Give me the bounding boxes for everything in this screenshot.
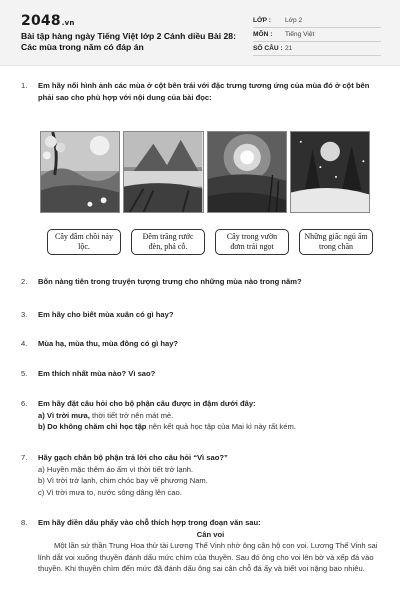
sub-item-a: a) Huyền mặc thêm áo ấm vì thời tiết trở lạnh. — [38, 464, 194, 474]
meta-value: Tiếng Việt — [285, 31, 315, 38]
question-text: Hãy gạch chân bộ phận trả lời cho câu hỏi “Vì sao?” — [38, 453, 228, 462]
autumn-image[interactable] — [207, 131, 287, 213]
question-number: 7. — [21, 453, 28, 462]
question-number: 6. — [21, 399, 28, 408]
question-number: 5. — [21, 369, 28, 378]
meta-row-class — [253, 14, 381, 28]
question-text: Mùa hạ, mùa thu, mùa đông có gì hay? — [38, 339, 179, 348]
meta-value: 21 — [285, 45, 293, 52]
answer-box-3[interactable]: Cây trong vườn đơm trái ngọt — [215, 229, 289, 255]
question-number: 1. — [21, 81, 28, 90]
question-text: Em thích nhất mùa nào? Vì sao? — [38, 369, 156, 378]
passage-title: Cân voi — [196, 529, 225, 539]
question-number: 8. — [21, 518, 28, 527]
question-text: Em hãy điền dấu phẩy vào chỗ thích hợp trong đoạn văn sau: — [38, 518, 261, 527]
question-6 — [21, 398, 383, 433]
question-text: Em hãy cho biết mùa xuân có gì hay? — [38, 310, 174, 319]
answer-box-2[interactable]: Đêm trăng rước đèn, phá cỗ. — [131, 229, 205, 255]
meta-key: LỚP : — [253, 17, 271, 24]
meta-key: SỐ CÂU : — [253, 45, 283, 52]
question-1 — [21, 80, 383, 103]
summer-image[interactable] — [123, 131, 203, 213]
sub-item-b: b) Do không chăm chỉ học tập nên kết quả học tập của Mai kì này rất kém. — [38, 422, 296, 431]
question-number: 4. — [21, 339, 28, 348]
question-text: Bốn nàng tiên trong truyện tượng trưng cho những mùa nào trong năm? — [38, 277, 302, 286]
question-5 — [21, 368, 383, 380]
sub-item-b: b) Vì trời trở lạnh, chim chóc bay về phương Nam. — [38, 476, 208, 485]
question-text: Em hãy nối hình ảnh các mùa ở cột bên trái với đặc trưng tương ứng của mùa đó ở cột bên phải sao cho phù hợp với nội dung của bài đọc: — [38, 81, 370, 102]
answer-box-4[interactable]: Những giấc ngủ ấm trong chăn — [299, 229, 373, 255]
meta-table — [253, 14, 381, 56]
site-logo[interactable]: 2048.vn — [21, 13, 75, 29]
question-number: 3. — [21, 310, 28, 319]
sub-item-a: a) Vì trời mưa, thời tiết trở nên mát mẻ. — [38, 410, 174, 420]
document-title: Bài tập hàng ngày Tiếng Việt lớp 2 Cánh diều Bài 28: Các mùa trong năm có đáp án — [21, 31, 236, 52]
question-text: Em hãy đặt câu hỏi cho bộ phận câu được in đậm dưới đây: — [38, 399, 256, 408]
meta-key: MÔN : — [253, 31, 273, 38]
season-images — [40, 131, 370, 213]
question-number: 2. — [21, 277, 28, 286]
sub-item-c: c) Vì trời mưa to, nước sông dâng lên cao. — [38, 487, 182, 497]
question-8 — [21, 517, 383, 575]
answer-box-1[interactable]: Cây đâm chồi nảy lộc. — [47, 229, 121, 255]
answer-boxes — [47, 229, 373, 255]
spring-image[interactable] — [40, 131, 120, 213]
question-4 — [21, 338, 383, 350]
passage-text: Một lần sứ thần Trung Hoa thử tài Lương Thế Vinh nhờ ông cân hộ con voi. Lương Thế Vinh sai lính dắt voi xuống thuyền đánh dấu mức chìm của thuyền. Sau đó ông cho voi lên bờ và xếp đá vào thuyền. Khi thuyền chìm đến mức đã đánh dấu ông sai cân chỗ đá ấy và biết voi nặng bao nhiêu. — [38, 541, 378, 573]
meta-value: Lớp 2 — [285, 17, 303, 24]
winter-image[interactable] — [290, 131, 370, 213]
question-2 — [21, 276, 383, 288]
document-header — [0, 0, 400, 66]
meta-row-subject — [253, 28, 381, 42]
meta-row-count — [253, 42, 381, 56]
bold-phrase: Do không chăm chỉ học tập — [47, 422, 147, 431]
bold-phrase: Vì trời mưa, — [46, 410, 90, 420]
question-7 — [21, 452, 383, 498]
question-3 — [21, 309, 383, 321]
